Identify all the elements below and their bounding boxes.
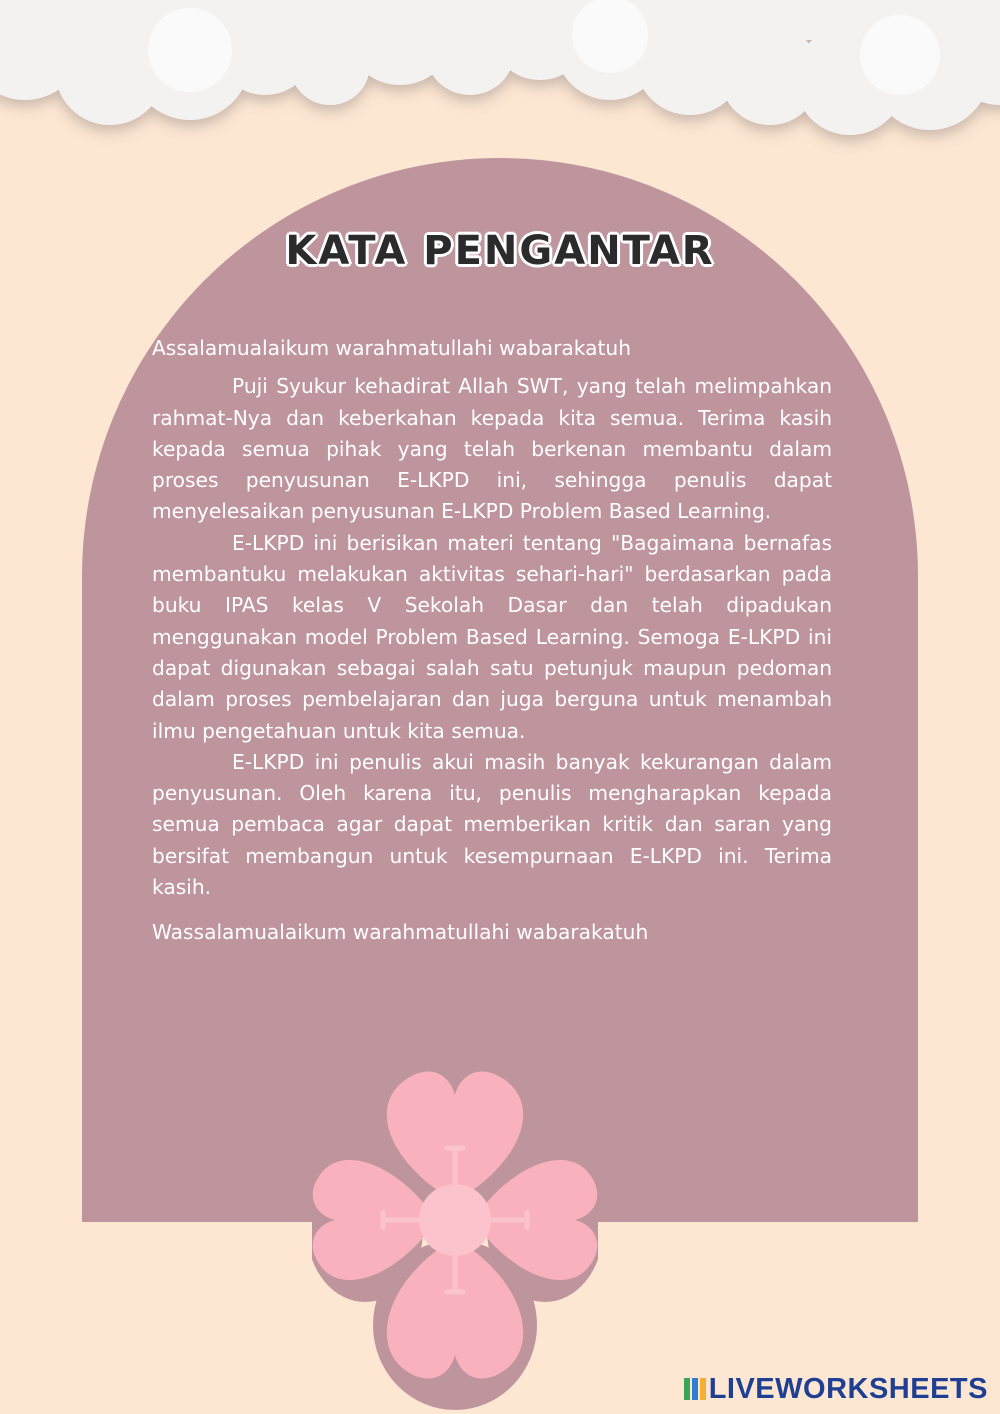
page-title: KATA PENGANTAR	[285, 228, 715, 274]
liveworksheets-logo-icon	[684, 1378, 706, 1400]
logo-text: LIVEWORKSHEETS	[708, 1372, 988, 1405]
clouds-decoration	[0, 0, 1000, 170]
paragraph-3: E-LKPD ini penulis akui masih banyak kekurangan dalam penyusunan. Oleh karena itu, penulis mengharapkan kepada semua pembaca agar dapat memberikan kritik dan saran yang bersifat membangun untuk kesempurnaan E-LKPD ini. Terima kasih.	[152, 749, 832, 900]
paragraph-1: Puji Syukur kehadirat Allah SWT, yang telah melimpahkan rahmat-Nya dan keberkahan kepada kita semua. Terima kasih kepada semua pihak yang telah berkenan membantu dalam proses penyusunan E-LKPD ini, sehingga penulis dapat menyelesaikan penyusunan E-LKPD Problem Based Learning.	[152, 374, 832, 524]
flower-icon	[312, 1030, 598, 1410]
closing: Wassalamualaikum warahmatullahi wabarakatuh	[152, 920, 649, 945]
greeting: Assalamualaikum warahmatullahi wabarakatuh	[152, 336, 632, 360]
preface-text	[152, 333, 832, 949]
liveworksheets-logo[interactable]	[684, 1372, 988, 1406]
paragraph-2: E-LKPD ini berisikan materi tentang "Bagaimana bernafas membantuku melakukan aktivitas sehari-hari" berdasarkan pada buku IPAS kelas V Sekolah Dasar dan telah dipadukan menggunakan model Problem Based Learning. Semoga E-LKPD ini dapat digunakan sebagai salah satu petunjuk maupun pedoman dalam proses pembelajaran dan juga berguna untuk menambah ilmu pengetahuan untuk kita semua.	[152, 530, 832, 743]
